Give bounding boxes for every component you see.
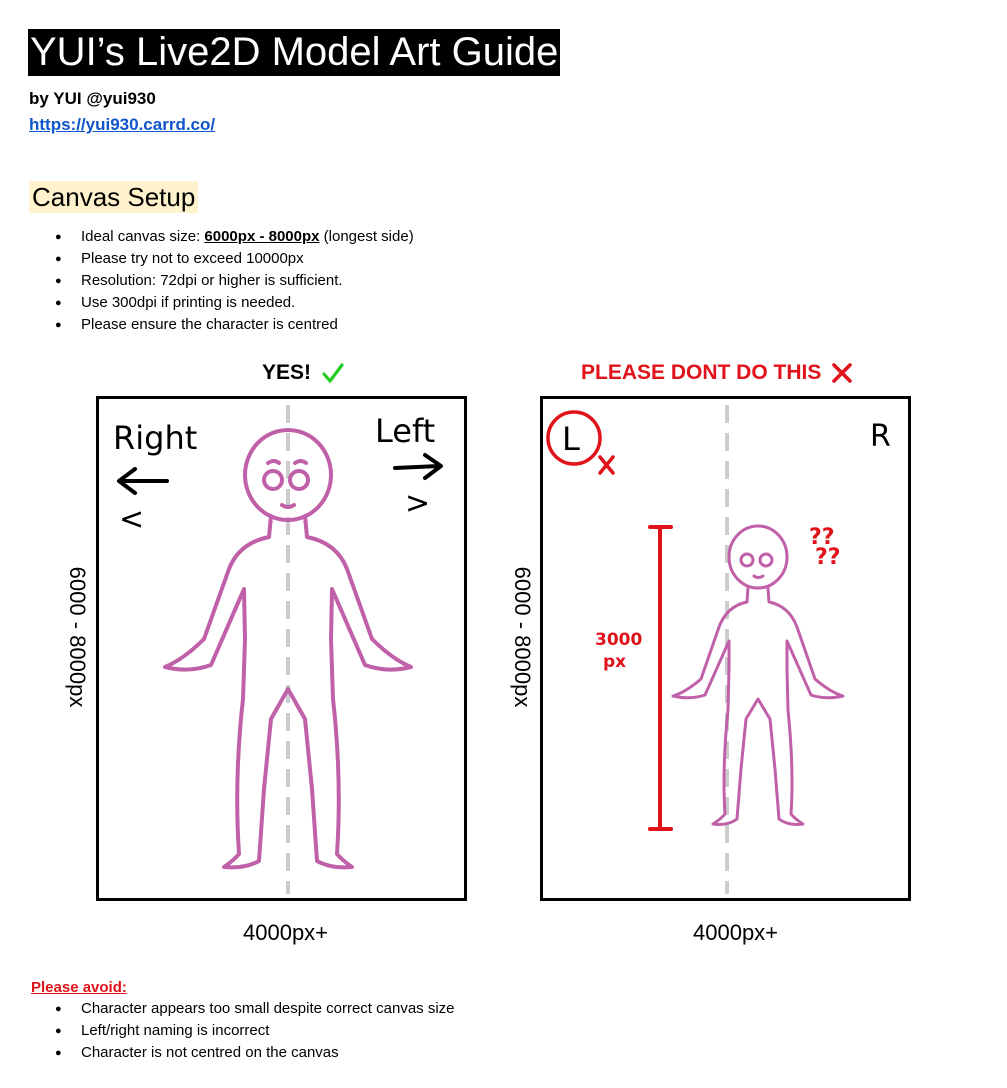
size-label-line2: px <box>603 652 627 672</box>
yes-width-label: 4000px+ <box>243 920 329 945</box>
canvas-setup-heading: Canvas Setup <box>29 181 198 213</box>
list-item-text: (longest side) <box>319 228 414 245</box>
size-label-line1: 3000 <box>595 630 643 650</box>
yes-height-label: 6000 - 8000px <box>65 566 90 708</box>
no-caption <box>581 361 853 385</box>
confused-label: ?? <box>809 525 835 550</box>
yes-example-drawing <box>99 399 464 898</box>
left-label: Left <box>375 412 436 450</box>
list-item: ● Character is not centred on the canvas <box>29 1042 455 1064</box>
avoid-list <box>29 998 455 1064</box>
list-item: ● Use 300dpi if printing is needed. <box>29 292 414 314</box>
list-item: ● Character appears too small despite correct canvas size <box>29 998 455 1020</box>
right-label: Right <box>113 419 198 457</box>
canvas-setup-list <box>29 226 414 336</box>
size-bar <box>650 527 671 829</box>
left-arrow-icon <box>395 455 441 478</box>
no-caption-text: PLEASE DONT DO THIS <box>581 361 822 384</box>
avoid-heading: Please avoid: <box>31 979 127 996</box>
canvas-size-emphasis: 6000px - 8000px <box>204 228 320 245</box>
r-label: R <box>870 419 891 454</box>
small-character-figure <box>673 526 843 824</box>
author-byline: by YUI @yui930 <box>29 89 156 108</box>
wrong-l-label: L <box>562 420 580 458</box>
document-title: YUI’s Live2D Model Art Guide <box>30 30 559 74</box>
yes-caption-text: YES! <box>262 361 312 384</box>
right-symbol: < <box>119 502 145 537</box>
author-link[interactable]: https://yui930.carrd.co/ <box>29 115 216 134</box>
yes-caption <box>262 361 345 385</box>
right-arrow-icon <box>119 469 167 493</box>
list-item: ● Resolution: 72dpi or higher is sufficient. <box>29 270 414 292</box>
list-item: ● Please ensure the character is centred <box>29 314 414 336</box>
confused-label-2: ?? <box>815 545 841 570</box>
list-item-text: Ideal canvas size: <box>81 228 205 245</box>
list-item <box>29 226 414 248</box>
wrong-mark-icon <box>600 457 613 473</box>
no-height-label: 6000 - 8000px <box>510 566 535 708</box>
cross-icon <box>831 362 853 384</box>
list-item: ● Please try not to exceed 10000px <box>29 248 414 270</box>
list-item: ● Left/right naming is incorrect <box>29 1020 455 1042</box>
left-symbol: > <box>405 486 431 521</box>
no-example-canvas <box>540 396 911 901</box>
yes-example-canvas <box>96 396 467 901</box>
no-width-label: 4000px+ <box>693 920 779 945</box>
checkmark-icon <box>321 361 345 385</box>
no-example-drawing <box>543 399 908 898</box>
